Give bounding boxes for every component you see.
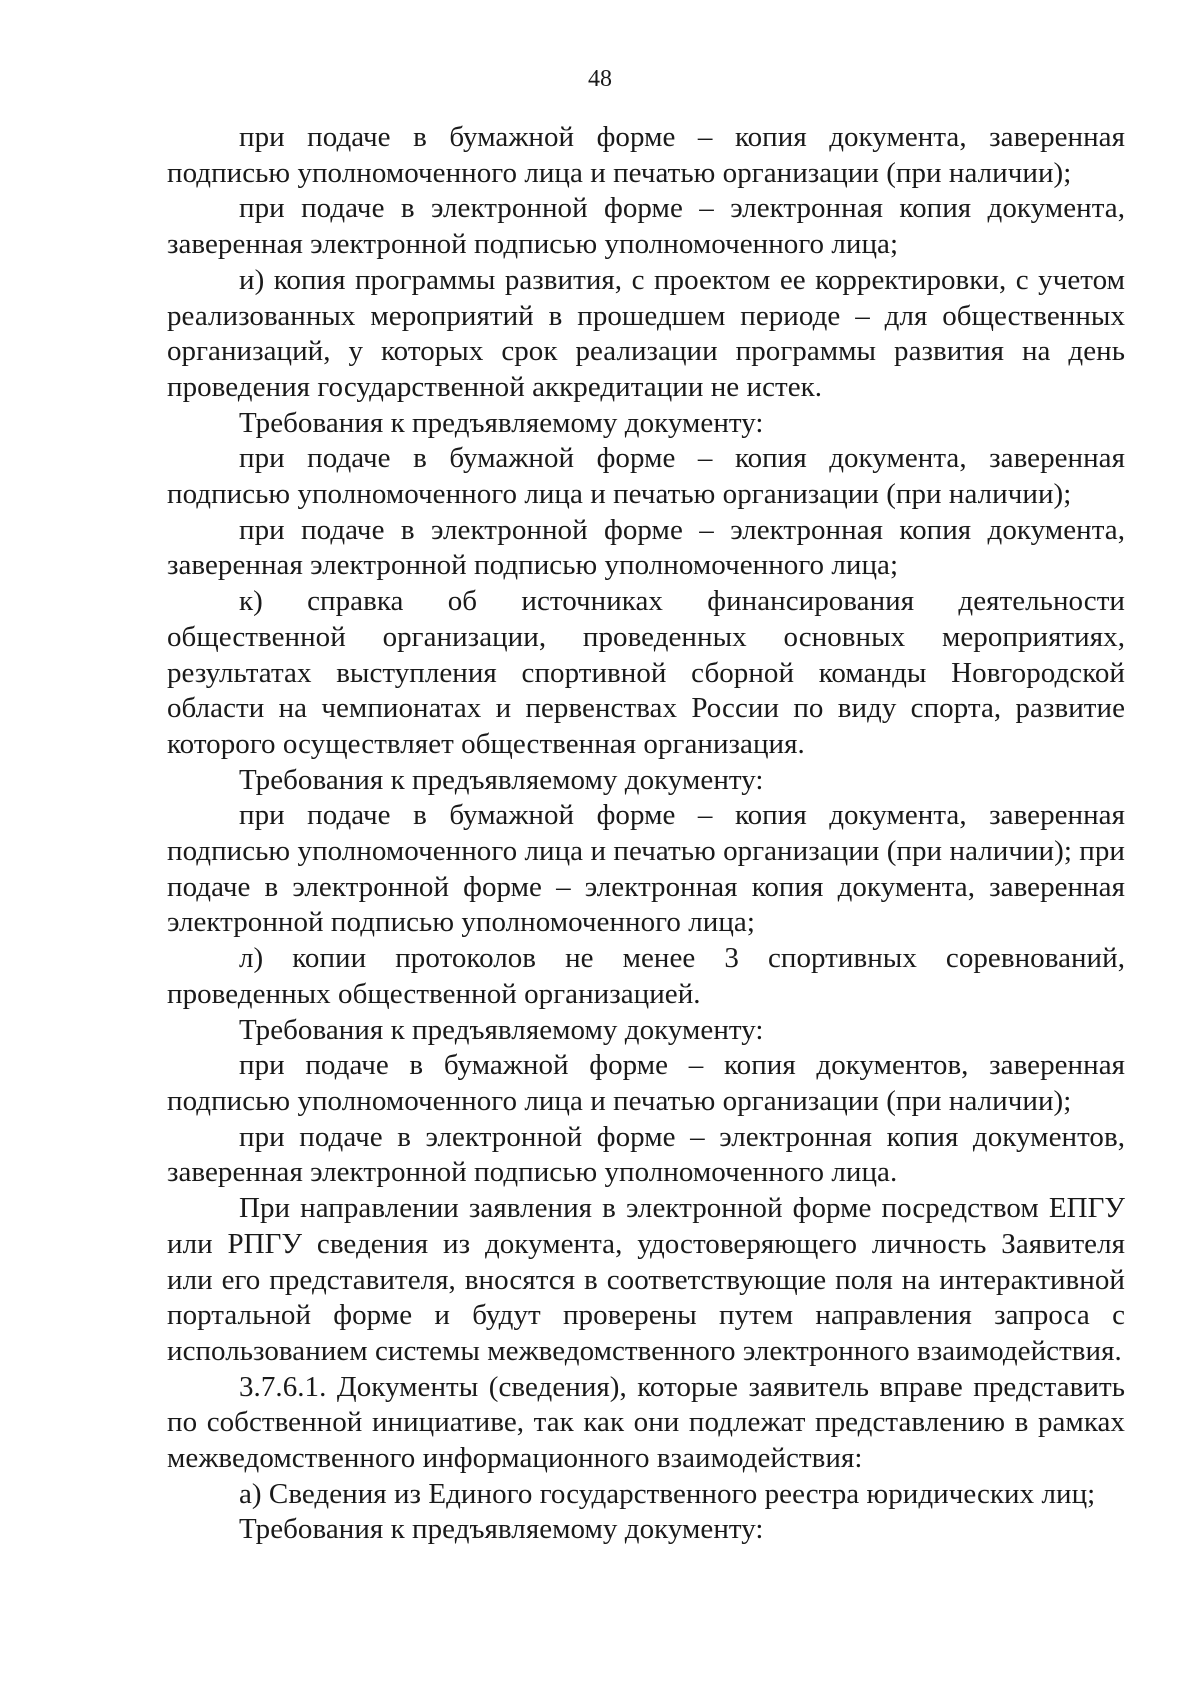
paragraph: 3.7.6.1. Документы (сведения), которые заявитель вправе представить по собственной инициативе, так как они подлежат представлению в рамках межведомственного информационного взаимодействия: — [167, 1370, 1125, 1475]
paragraph: при подаче в бумажной форме – копия документа, заверенная подписью уполномоченного лица и печатью организации (при наличии); — [167, 442, 1125, 511]
paragraph: При направлении заявления в электронной форме посредством ЕПГУ или РПГУ сведения из документа, удостоверяющего личность Заявителя или его представителя, вносятся в соответствующие поля на интерактивной портальной форме и будут проверены путем направления запроса с использованием системы межведомственного электронного взаимодействия. — [167, 1192, 1125, 1367]
paragraph: Требования к предъявляемому документу: — [239, 1513, 764, 1546]
paragraph: при подаче в электронной форме – электронная копия документа, заверенная электронной подписью уполномоченного лица; — [167, 513, 1125, 582]
paragraph: Требования к предъявляемому документу: — [239, 406, 764, 439]
paragraph: при подаче в бумажной форме – копия документа, заверенная подписью уполномоченного лица и печатью организации (при наличии); — [167, 121, 1125, 189]
paragraph: при подаче в бумажной форме – копия документов, заверенная подписью уполномоченного лица и печатью организации (при наличии); — [167, 1049, 1125, 1117]
paragraph: Требования к предъявляемому документу: — [239, 1013, 764, 1046]
paragraph: Требования к предъявляемому документу: — [239, 763, 764, 796]
paragraph: л) копии протоколов не менее 3 спортивных соревнований, проведенных общественной организацией. — [167, 942, 1125, 1010]
paragraph: а) Сведения из Единого государственного реестра юридических лиц; — [239, 1477, 1096, 1510]
paragraph: при подаче в бумажной форме – копия документа, заверенная подписью уполномоченного лица и печатью организации (при наличии); при подаче в электронной форме – электронная копия документа, заверенная электронной подписью уполномоченного лица; — [167, 799, 1125, 939]
paragraph: к) справка об источниках финансирования деятельности общественной организации, проведенных основных мероприятиях, результатах выступления спортивной сборной команды Новгородской области на чемпионатах и первенствах России по виду спорта, развитие которого осуществляет общественная организация. — [167, 585, 1125, 760]
page-number: 48 — [588, 66, 612, 92]
paragraph: при подаче в электронной форме – электронная копия документов, заверенная электронной подписью уполномоченного лица. — [167, 1120, 1125, 1189]
paragraph: и) копия программы развития, с проектом ее корректировки, с учетом реализованных мероприятий в прошедшем периоде – для общественных организаций, у которых срок реализации программы развития на день проведения государственной аккредитации не истек. — [167, 263, 1125, 403]
document-body — [167, 120, 1125, 1548]
paragraph: при подаче в электронной форме – электронная копия документа, заверенная электронной подписью уполномоченного лица; — [167, 192, 1125, 261]
